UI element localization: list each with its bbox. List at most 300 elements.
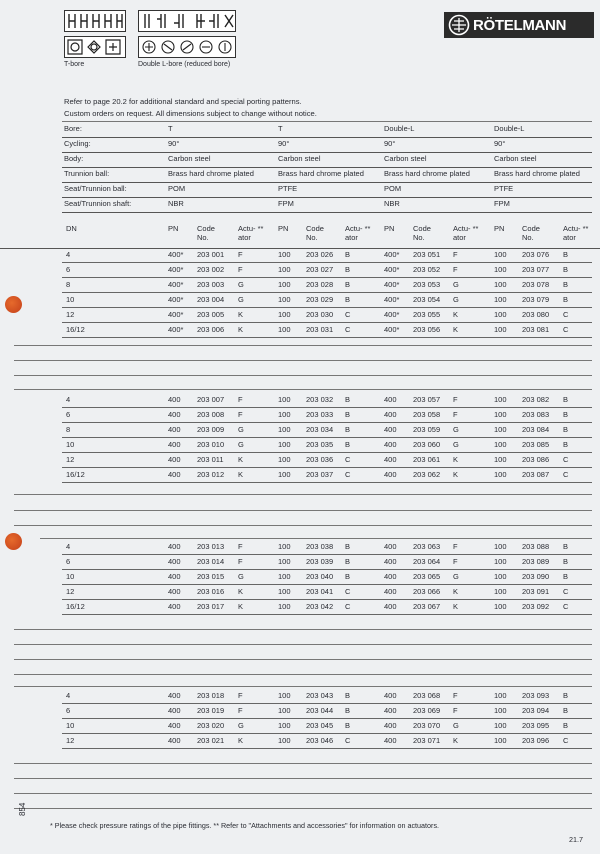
spec-value: PTFE xyxy=(494,184,514,193)
table-cell: 400* xyxy=(384,325,400,334)
table-cell: 203 036 xyxy=(306,455,334,464)
blank-rule xyxy=(40,538,592,539)
table-cell: 400 xyxy=(384,736,397,745)
table-cell: 203 065 xyxy=(413,572,441,581)
t-bore-symbol-top xyxy=(64,10,126,32)
brand-logo xyxy=(444,12,594,38)
spec-value: 90° xyxy=(494,139,506,148)
table-cell: B xyxy=(345,542,351,551)
footer-note: * Please check pressure ratings of the pipe fittings. ** Refer to "Attachments and accessories" for information on actuators. xyxy=(50,821,440,830)
table-cell: 400 xyxy=(384,410,397,419)
table-cell: B xyxy=(345,425,351,434)
table-cell: 400 xyxy=(168,587,181,596)
table-cell: B xyxy=(345,295,351,304)
table-cell: 400 xyxy=(168,410,181,419)
table-cell: 6 xyxy=(66,265,71,274)
spec-row xyxy=(62,167,592,183)
table-cell: 203 040 xyxy=(306,572,334,581)
table-cell: 400 xyxy=(384,691,397,700)
table-cell: 100 xyxy=(494,265,507,274)
spec-value: Carbon steel xyxy=(168,154,211,163)
table-cell: 10 xyxy=(66,721,75,730)
double-l-symbol-bottom xyxy=(138,36,236,58)
table-cell: 203 002 xyxy=(197,265,225,274)
table-cell: 100 xyxy=(494,250,507,259)
table-cell: 203 028 xyxy=(306,280,334,289)
table-cell: B xyxy=(563,410,569,419)
table-cell: 203 085 xyxy=(522,440,550,449)
table-cell: 203 088 xyxy=(522,542,550,551)
table-cell: 203 046 xyxy=(306,736,334,745)
table-cell: 203 042 xyxy=(306,602,334,611)
spec-value: Carbon steel xyxy=(494,154,537,163)
blank-rule xyxy=(14,659,592,660)
table-cell: 100 xyxy=(494,736,507,745)
page-number: 21.7 xyxy=(569,835,583,844)
table-cell: 100 xyxy=(494,295,507,304)
table-cell: B xyxy=(563,706,569,715)
table-cell: 400 xyxy=(168,395,181,404)
table-cell: C xyxy=(563,602,569,611)
table-row xyxy=(62,703,592,719)
blank-rule xyxy=(14,793,592,794)
table-cell: B xyxy=(345,280,351,289)
spec-value: 90° xyxy=(168,139,180,148)
spec-value: Carbon steel xyxy=(278,154,321,163)
table-cell: G xyxy=(238,721,244,730)
table-cell: 100 xyxy=(278,280,291,289)
spec-value: Carbon steel xyxy=(384,154,427,163)
table-cell: 203 095 xyxy=(522,721,550,730)
table-cell: 203 013 xyxy=(197,542,225,551)
table-cell: K xyxy=(453,736,459,745)
table-cell: 203 058 xyxy=(413,410,441,419)
table-cell: 203 084 xyxy=(522,425,550,434)
table-cell: 4 xyxy=(66,542,71,551)
blank-rule xyxy=(14,360,592,361)
table-cell: 203 089 xyxy=(522,557,550,566)
header-code: Code No. xyxy=(522,224,540,242)
table-cell: B xyxy=(345,691,351,700)
table-cell: F xyxy=(453,542,458,551)
brand-name: RÖTELMANN xyxy=(473,16,567,34)
table-cell: K xyxy=(453,310,459,319)
table-cell: 203 044 xyxy=(306,706,334,715)
table-cell: 6 xyxy=(66,410,71,419)
table-cell: B xyxy=(563,557,569,566)
header-actuator: Actu- ** ator xyxy=(453,224,479,242)
table-cell: 400 xyxy=(168,425,181,434)
table-cell: F xyxy=(453,706,458,715)
table-row xyxy=(62,718,592,734)
spec-value: 90° xyxy=(384,139,396,148)
table-cell: 4 xyxy=(66,250,71,259)
table-cell: 400* xyxy=(168,280,184,289)
table-cell: B xyxy=(345,706,351,715)
table-cell: F xyxy=(453,250,458,259)
table-cell: 203 068 xyxy=(413,691,441,700)
blank-rule xyxy=(14,808,592,809)
header-pn: PN xyxy=(168,224,179,233)
table-cell: C xyxy=(345,455,351,464)
table-cell: B xyxy=(345,440,351,449)
table-cell: 203 001 xyxy=(197,250,225,259)
table-cell: 203 053 xyxy=(413,280,441,289)
table-cell: K xyxy=(238,325,244,334)
header-pn: PN xyxy=(278,224,289,233)
table-cell: 4 xyxy=(66,691,71,700)
note-porting: Refer to page 20.2 for additional standard and special porting patterns. xyxy=(64,97,302,106)
spec-row xyxy=(62,182,592,198)
table-cell: 203 017 xyxy=(197,602,225,611)
table-cell: 203 081 xyxy=(522,325,550,334)
spec-label: Cycling: xyxy=(64,139,91,148)
blank-rule xyxy=(14,510,592,511)
table-cell: K xyxy=(453,470,459,479)
table-cell: 203 021 xyxy=(197,736,225,745)
table-cell: 203 043 xyxy=(306,691,334,700)
header-dn: DN xyxy=(66,224,77,233)
table-cell: F xyxy=(453,557,458,566)
table-cell: B xyxy=(563,572,569,581)
table-cell: 100 xyxy=(278,295,291,304)
spec-value: FPM xyxy=(494,199,510,208)
spec-row xyxy=(62,122,592,138)
table-cell: F xyxy=(453,395,458,404)
table-cell: 203 055 xyxy=(413,310,441,319)
table-cell: F xyxy=(238,395,243,404)
table-cell: 100 xyxy=(278,736,291,745)
table-cell: 203 083 xyxy=(522,410,550,419)
table-cell: 203 080 xyxy=(522,310,550,319)
table-cell: 203 030 xyxy=(306,310,334,319)
table-cell: 100 xyxy=(494,410,507,419)
table-cell: 100 xyxy=(278,265,291,274)
table-cell: 400* xyxy=(168,310,184,319)
spec-value: 90° xyxy=(278,139,290,148)
table-cell: G xyxy=(238,425,244,434)
table-cell: 10 xyxy=(66,295,75,304)
table-cell: 100 xyxy=(494,440,507,449)
header-actuator: Actu- ** ator xyxy=(563,224,589,242)
header-code: Code No. xyxy=(197,224,215,242)
side-page-number: 854 xyxy=(18,802,27,816)
table-cell: 100 xyxy=(494,325,507,334)
spec-row xyxy=(62,152,592,168)
table-cell: 400 xyxy=(168,455,181,464)
spec-label: Bore: xyxy=(64,124,82,133)
table-row xyxy=(62,407,592,423)
table-cell: 12 xyxy=(66,455,75,464)
column-header xyxy=(0,222,600,249)
table-cell: 203 027 xyxy=(306,265,334,274)
spec-label: Seat/Trunnion ball: xyxy=(64,184,127,193)
spec-value: PTFE xyxy=(278,184,298,193)
table-cell: 6 xyxy=(66,557,71,566)
table-cell: 203 051 xyxy=(413,250,441,259)
table-cell: 100 xyxy=(494,425,507,434)
table-cell: 400* xyxy=(168,295,184,304)
spec-value: Brass hard chrome plated xyxy=(168,169,254,178)
table-cell: 400* xyxy=(168,265,184,274)
blank-rule xyxy=(14,644,592,645)
blank-rule xyxy=(14,345,592,346)
table-cell: 203 096 xyxy=(522,736,550,745)
table-cell: 400* xyxy=(384,310,400,319)
table-cell: 203 038 xyxy=(306,542,334,551)
table-cell: 12 xyxy=(66,736,75,745)
table-cell: 203 060 xyxy=(413,440,441,449)
table-cell: 100 xyxy=(494,691,507,700)
spec-value: Double-L xyxy=(384,124,415,133)
table-cell: 203 062 xyxy=(413,470,441,479)
spec-value: Double-L xyxy=(494,124,525,133)
table-cell: G xyxy=(453,295,459,304)
table-cell: 400 xyxy=(168,542,181,551)
table-cell: 203 037 xyxy=(306,470,334,479)
table-cell: B xyxy=(345,721,351,730)
table-cell: 400 xyxy=(168,440,181,449)
table-cell: 100 xyxy=(278,455,291,464)
table-cell: C xyxy=(563,455,569,464)
table-cell: 8 xyxy=(66,425,71,434)
table-cell: 203 039 xyxy=(306,557,334,566)
table-cell: 100 xyxy=(278,706,291,715)
t-bore-caption: T-bore xyxy=(64,61,85,68)
table-cell: 100 xyxy=(278,395,291,404)
table-row xyxy=(62,247,592,263)
table-cell: F xyxy=(238,265,243,274)
blank-rule xyxy=(14,389,592,390)
table-cell: 203 041 xyxy=(306,587,334,596)
blank-rule xyxy=(14,763,592,764)
table-cell: 203 006 xyxy=(197,325,225,334)
table-row xyxy=(62,584,592,600)
table-cell: C xyxy=(345,602,351,611)
table-cell: F xyxy=(238,410,243,419)
table-cell: G xyxy=(238,440,244,449)
table-cell: 203 059 xyxy=(413,425,441,434)
table-cell: 400 xyxy=(384,470,397,479)
table-cell: 203 069 xyxy=(413,706,441,715)
table-cell: 100 xyxy=(278,572,291,581)
table-cell: 400 xyxy=(384,706,397,715)
table-cell: 100 xyxy=(278,440,291,449)
table-row xyxy=(62,307,592,323)
table-row xyxy=(62,733,592,749)
table-cell: K xyxy=(238,736,244,745)
table-cell: F xyxy=(453,691,458,700)
table-cell: 203 003 xyxy=(197,280,225,289)
table-cell: 6 xyxy=(66,706,71,715)
table-cell: K xyxy=(453,455,459,464)
table-row xyxy=(62,539,592,555)
table-cell: G xyxy=(453,572,459,581)
header-code: Code No. xyxy=(306,224,324,242)
table-row xyxy=(62,554,592,570)
table-cell: 100 xyxy=(278,691,291,700)
table-cell: 100 xyxy=(494,280,507,289)
table-cell: 203 082 xyxy=(522,395,550,404)
table-cell: 16/12 xyxy=(66,325,85,334)
table-cell: 203 031 xyxy=(306,325,334,334)
table-cell: 400* xyxy=(384,265,400,274)
table-cell: B xyxy=(345,265,351,274)
table-cell: 4 xyxy=(66,395,71,404)
table-cell: 400 xyxy=(384,542,397,551)
table-cell: 400 xyxy=(168,736,181,745)
table-cell: K xyxy=(238,587,244,596)
table-cell: F xyxy=(238,691,243,700)
table-cell: 203 033 xyxy=(306,410,334,419)
table-cell: 100 xyxy=(494,395,507,404)
table-cell: 203 034 xyxy=(306,425,334,434)
table-cell: 400 xyxy=(384,440,397,449)
table-row xyxy=(62,452,592,468)
table-cell: G xyxy=(453,425,459,434)
table-cell: 100 xyxy=(494,542,507,551)
spec-label: Trunnion ball: xyxy=(64,169,110,178)
table-cell: B xyxy=(563,250,569,259)
table-cell: 400 xyxy=(168,721,181,730)
table-cell: 203 064 xyxy=(413,557,441,566)
table-cell: 203 057 xyxy=(413,395,441,404)
table-cell: 400 xyxy=(168,691,181,700)
table-cell: 400 xyxy=(168,602,181,611)
table-cell: 203 012 xyxy=(197,470,225,479)
table-cell: B xyxy=(563,721,569,730)
table-cell: 400 xyxy=(384,425,397,434)
t-bore-symbol-bottom xyxy=(64,36,126,58)
table-cell: 203 005 xyxy=(197,310,225,319)
table-cell: K xyxy=(238,455,244,464)
table-cell: 203 061 xyxy=(413,455,441,464)
table-cell: C xyxy=(345,310,351,319)
table-row xyxy=(62,569,592,585)
table-cell: F xyxy=(453,410,458,419)
table-cell: 100 xyxy=(278,410,291,419)
table-cell: 400 xyxy=(384,721,397,730)
table-cell: B xyxy=(345,250,351,259)
table-cell: 203 093 xyxy=(522,691,550,700)
table-cell: B xyxy=(345,410,351,419)
table-row xyxy=(62,277,592,293)
table-cell: 400 xyxy=(168,572,181,581)
spec-value: Brass hard chrome plated xyxy=(384,169,470,178)
table-cell: G xyxy=(453,280,459,289)
table-cell: K xyxy=(238,602,244,611)
table-cell: K xyxy=(238,470,244,479)
table-row xyxy=(62,262,592,278)
table-cell: B xyxy=(563,542,569,551)
double-l-symbol-top xyxy=(138,10,236,32)
brand-mark-icon xyxy=(448,14,470,36)
table-cell: 400 xyxy=(168,470,181,479)
table-cell: 100 xyxy=(278,250,291,259)
table-cell: 400* xyxy=(384,280,400,289)
table-cell: 100 xyxy=(494,587,507,596)
table-cell: 10 xyxy=(66,440,75,449)
table-cell: 400* xyxy=(384,295,400,304)
spec-label: Seat/Trunnion shaft: xyxy=(64,199,132,208)
table-cell: 203 045 xyxy=(306,721,334,730)
table-cell: B xyxy=(563,425,569,434)
spec-value: Brass hard chrome plated xyxy=(278,169,364,178)
table-cell: 100 xyxy=(494,706,507,715)
table-cell: 100 xyxy=(278,470,291,479)
table-cell: K xyxy=(453,587,459,596)
table-cell: 203 020 xyxy=(197,721,225,730)
table-row xyxy=(62,599,592,615)
table-cell: C xyxy=(563,310,569,319)
table-cell: 203 009 xyxy=(197,425,225,434)
table-cell: 100 xyxy=(494,455,507,464)
table-cell: B xyxy=(563,265,569,274)
table-cell: 203 090 xyxy=(522,572,550,581)
table-cell: 203 004 xyxy=(197,295,225,304)
table-cell: 203 018 xyxy=(197,691,225,700)
table-cell: 400 xyxy=(384,395,397,404)
table-cell: 203 076 xyxy=(522,250,550,259)
table-cell: 203 008 xyxy=(197,410,225,419)
table-cell: 203 079 xyxy=(522,295,550,304)
blank-rule xyxy=(14,778,592,779)
table-cell: G xyxy=(453,721,459,730)
table-cell: C xyxy=(563,736,569,745)
table-cell: B xyxy=(345,572,351,581)
table-row xyxy=(62,292,592,308)
header-code: Code No. xyxy=(413,224,431,242)
table-cell: K xyxy=(238,310,244,319)
table-cell: G xyxy=(238,572,244,581)
table-cell: 203 071 xyxy=(413,736,441,745)
table-cell: 203 094 xyxy=(522,706,550,715)
blank-rule xyxy=(14,494,592,495)
table-cell: 400 xyxy=(384,602,397,611)
table-cell: 100 xyxy=(494,572,507,581)
note-custom-orders: Custom orders on request. All dimensions subject to change without notice. xyxy=(64,109,317,118)
table-cell: 16/12 xyxy=(66,470,85,479)
table-cell: 203 067 xyxy=(413,602,441,611)
spec-value: POM xyxy=(168,184,186,193)
spec-value: T xyxy=(278,124,283,133)
table-row xyxy=(62,422,592,438)
table-cell: 203 015 xyxy=(197,572,225,581)
table-cell: 12 xyxy=(66,587,75,596)
blank-rule xyxy=(14,525,592,526)
table-cell: G xyxy=(238,295,244,304)
spec-value: T xyxy=(168,124,173,133)
table-cell: 10 xyxy=(66,572,75,581)
table-cell: 203 019 xyxy=(197,706,225,715)
table-cell: 203 077 xyxy=(522,265,550,274)
table-cell: 203 029 xyxy=(306,295,334,304)
table-cell: C xyxy=(563,470,569,479)
spec-row xyxy=(62,197,592,213)
table-cell: 100 xyxy=(278,557,291,566)
table-cell: 203 016 xyxy=(197,587,225,596)
table-cell: F xyxy=(238,557,243,566)
table-cell: B xyxy=(563,295,569,304)
table-cell: G xyxy=(238,280,244,289)
table-cell: 203 070 xyxy=(413,721,441,730)
header-pn: PN xyxy=(494,224,505,233)
table-cell: B xyxy=(563,691,569,700)
table-cell: 400 xyxy=(384,587,397,596)
table-cell: 100 xyxy=(278,325,291,334)
table-cell: F xyxy=(453,265,458,274)
table-cell: 203 066 xyxy=(413,587,441,596)
